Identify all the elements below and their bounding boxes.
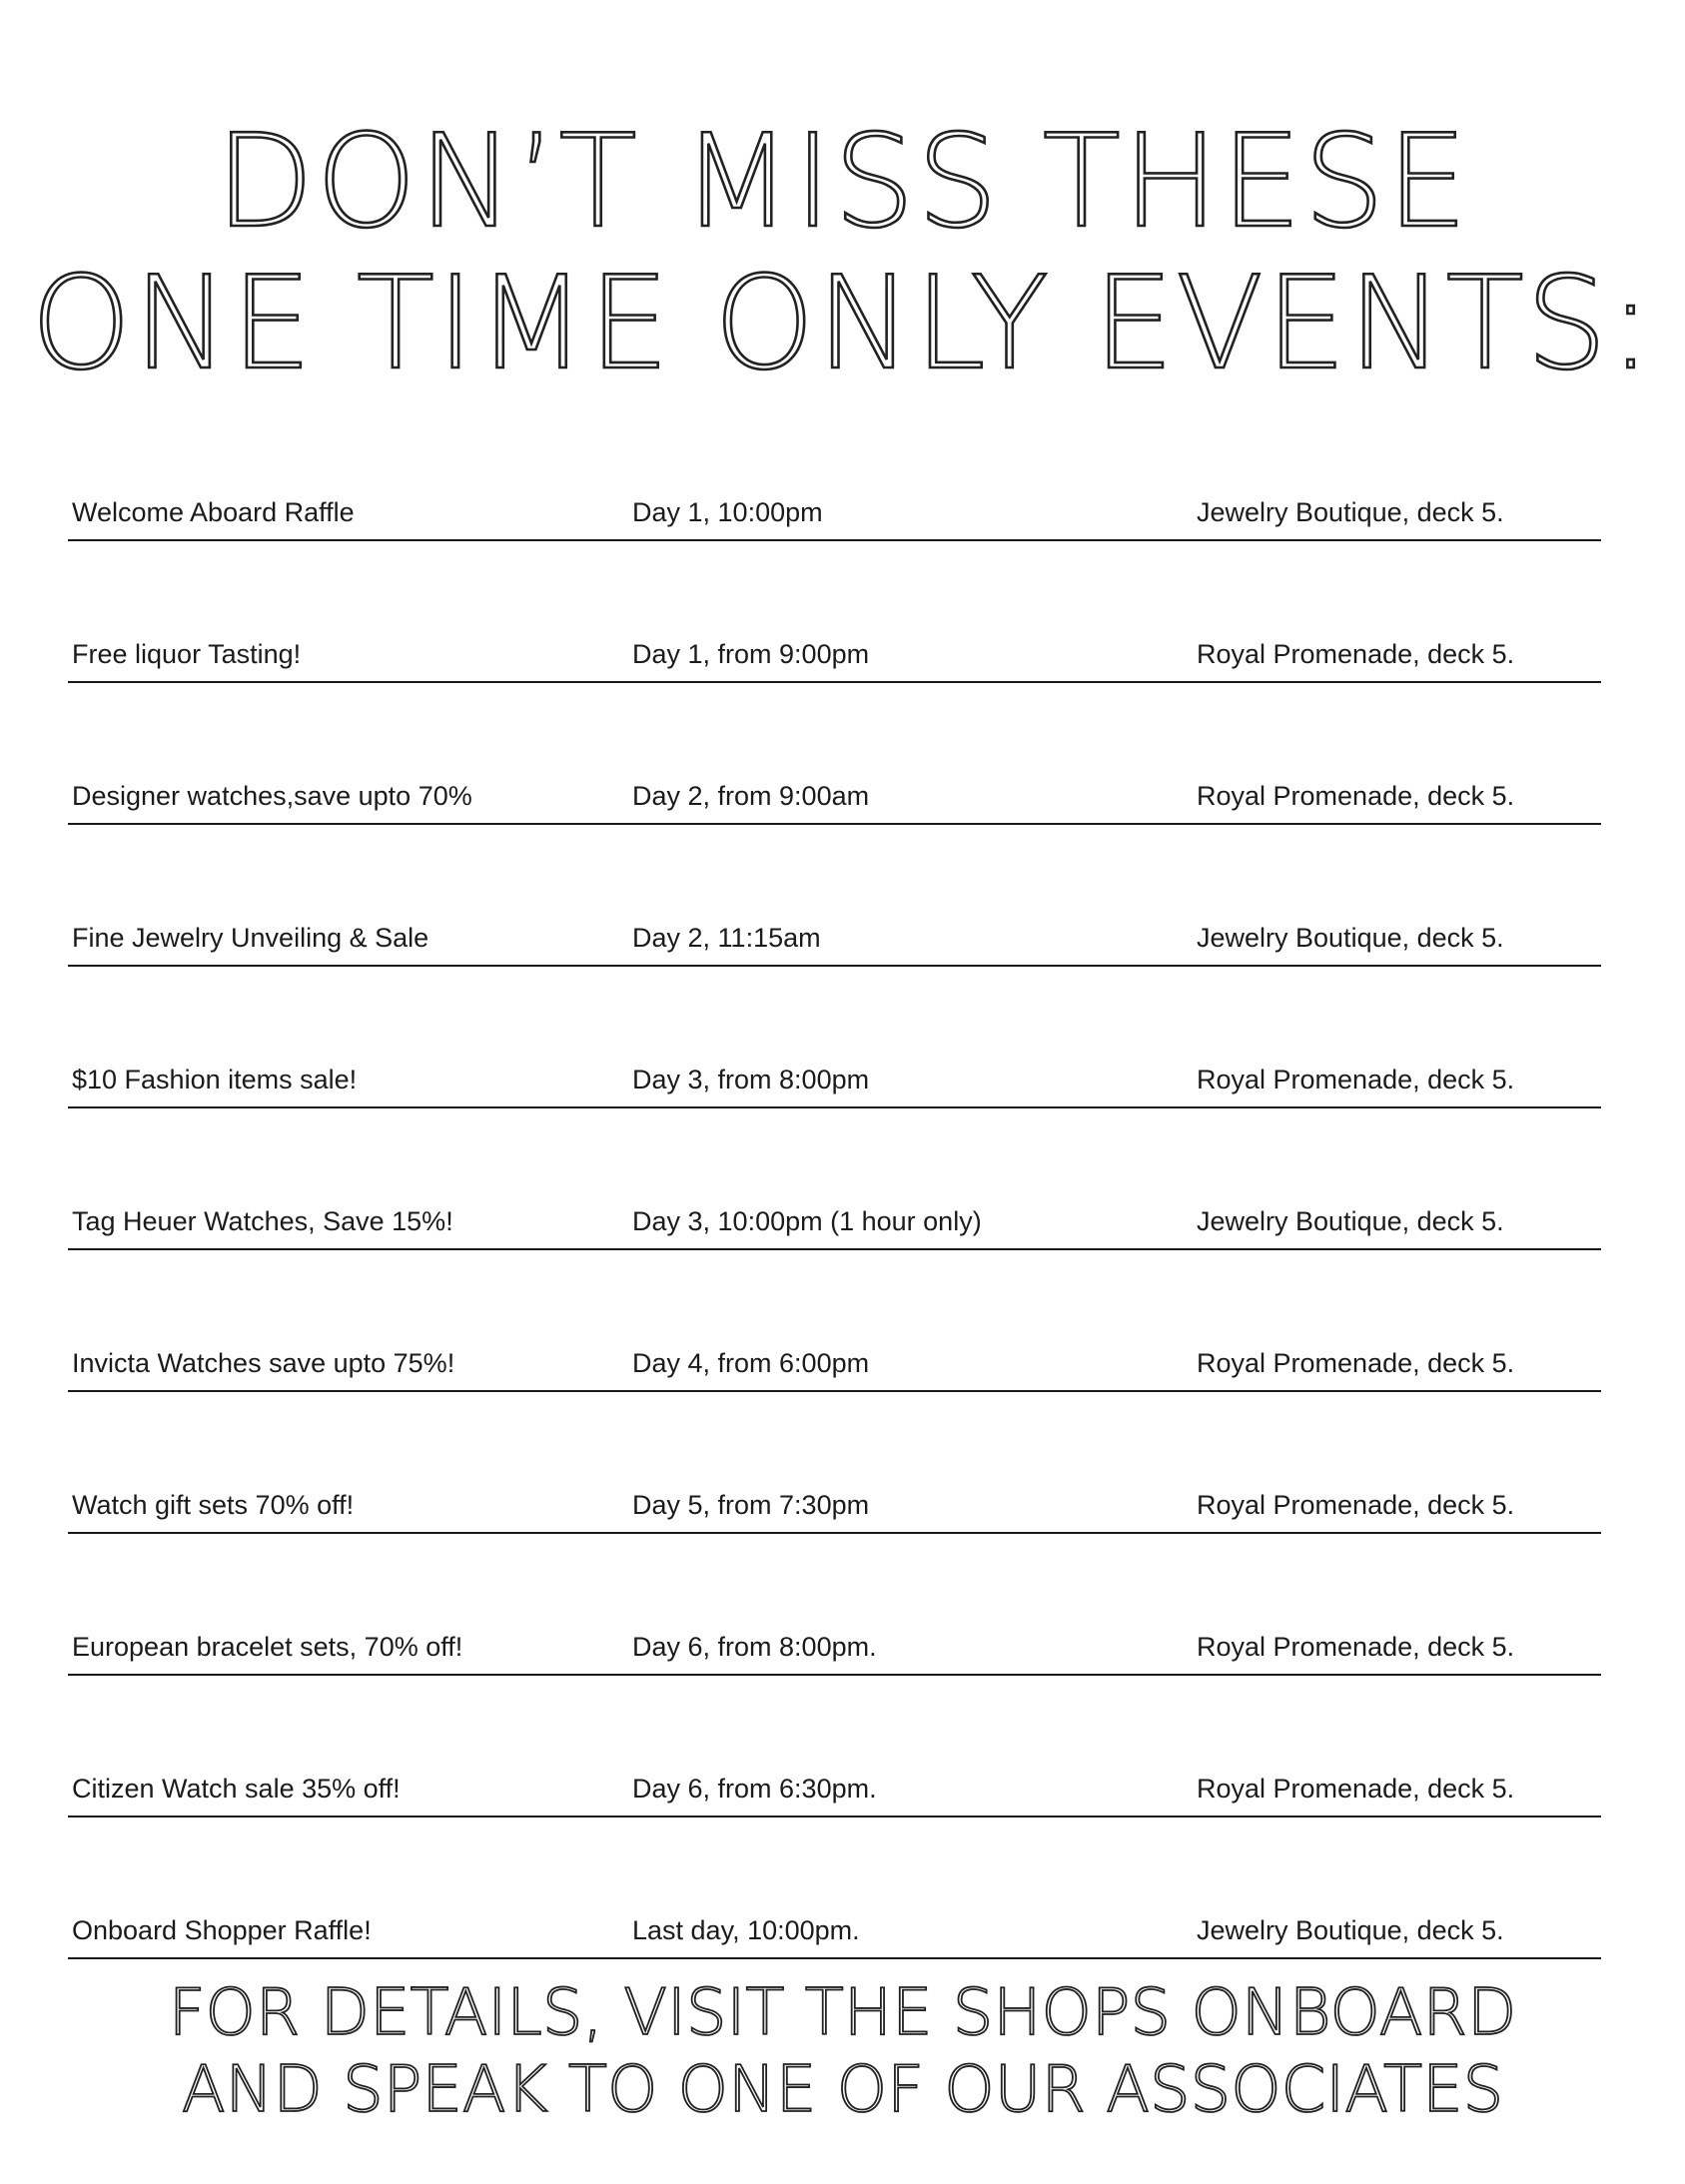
event-name: $10 Fashion items sale! <box>72 1065 358 1094</box>
event-time: Day 3, 10:00pm (1 hour only) <box>632 1206 982 1236</box>
event-location: Jewelry Boutique, deck 5. <box>1197 1206 1504 1236</box>
event-name: Free liquor Tasting! <box>72 639 302 669</box>
event-name: Citizen Watch sale 35% off! <box>72 1774 401 1804</box>
event-row <box>68 683 1601 825</box>
event-time: Day 2, from 9:00am <box>632 781 870 811</box>
event-location: Royal Promenade, deck 5. <box>1197 781 1515 811</box>
footer-line-2: AND SPEAK TO ONE OF OUR ASSOCIATES <box>181 2053 1504 2127</box>
event-location: Jewelry Boutique, deck 5. <box>1197 923 1504 953</box>
headline-line-1: DON’T MISS THESE <box>215 108 1470 257</box>
event-row <box>68 1250 1601 1392</box>
event-time: Day 1, from 9:00pm <box>632 639 870 669</box>
event-time: Day 5, from 7:30pm <box>632 1490 870 1520</box>
event-row <box>68 541 1601 683</box>
footer-line-1: FOR DETAILS, VISIT THE SHOPS ONBOARD <box>168 1976 1517 2050</box>
event-location: Royal Promenade, deck 5. <box>1197 1774 1515 1804</box>
event-row <box>68 1676 1601 1818</box>
event-name: Tag Heuer Watches, Save 15%! <box>72 1206 453 1236</box>
event-row <box>68 1392 1601 1534</box>
event-row <box>68 399 1601 541</box>
event-time: Day 3, from 8:00pm <box>632 1065 870 1094</box>
event-name: Invicta Watches save upto 75%! <box>72 1348 455 1378</box>
event-row <box>68 1818 1601 1959</box>
event-location: Royal Promenade, deck 5. <box>1197 1065 1515 1094</box>
event-row <box>68 1534 1601 1676</box>
event-name: Welcome Aboard Raffle <box>72 497 355 527</box>
event-name: Fine Jewelry Unveiling & Sale <box>72 923 429 953</box>
event-name: European bracelet sets, 70% off! <box>72 1632 463 1662</box>
event-name: Designer watches,save upto 70% <box>72 781 472 811</box>
event-location: Royal Promenade, deck 5. <box>1197 1632 1515 1662</box>
event-name: Onboard Shopper Raffle! <box>72 1915 372 1945</box>
event-time: Day 4, from 6:00pm <box>632 1348 870 1378</box>
event-row <box>68 967 1601 1108</box>
event-time: Day 2, 11:15am <box>632 923 821 953</box>
events-list <box>68 399 1601 1959</box>
event-time: Day 1, 10:00pm <box>632 497 823 527</box>
event-time: Day 6, from 8:00pm. <box>632 1632 877 1662</box>
event-location: Royal Promenade, deck 5. <box>1197 1348 1515 1378</box>
event-row <box>68 1108 1601 1250</box>
headline-line-2: ONE TIME ONLY EVENTS: <box>30 250 1655 398</box>
event-location: Jewelry Boutique, deck 5. <box>1197 1915 1504 1945</box>
event-row <box>68 825 1601 967</box>
event-location: Jewelry Boutique, deck 5. <box>1197 497 1504 527</box>
event-location: Royal Promenade, deck 5. <box>1197 639 1515 669</box>
event-time: Day 6, from 6:30pm. <box>632 1774 877 1804</box>
event-time: Last day, 10:00pm. <box>632 1915 860 1945</box>
event-name: Watch gift sets 70% off! <box>72 1490 355 1520</box>
event-location: Royal Promenade, deck 5. <box>1197 1490 1515 1520</box>
